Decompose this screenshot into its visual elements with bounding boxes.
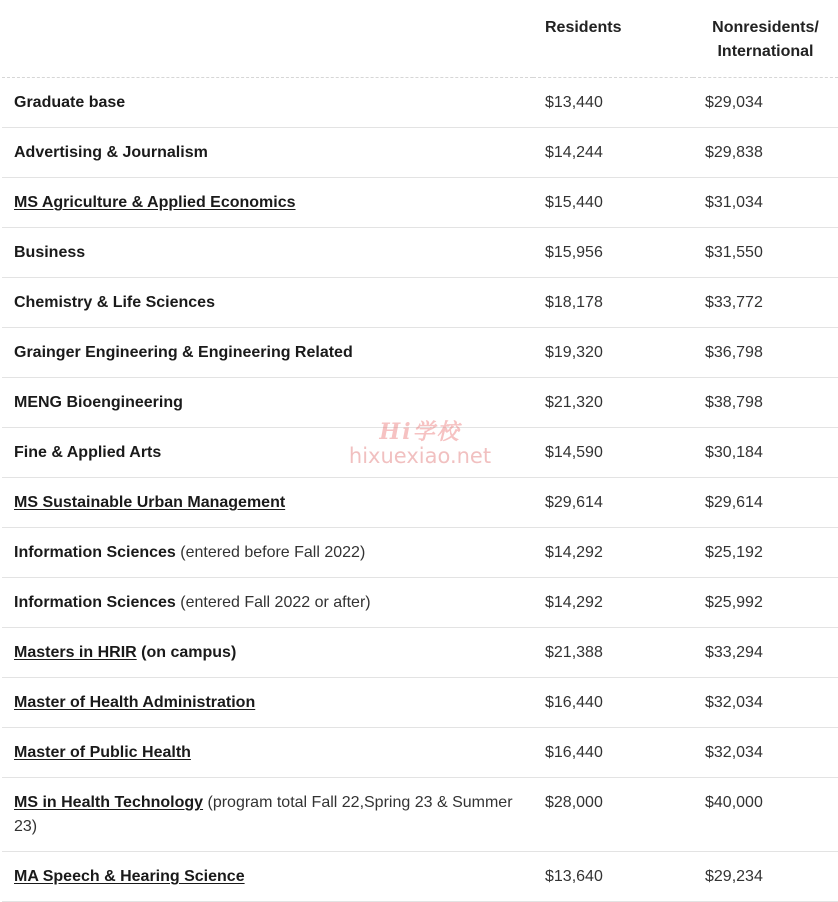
tuition-table <box>2 0 838 902</box>
residents-cell: $13,440 <box>545 94 603 111</box>
table-row <box>2 328 838 378</box>
program-note: (program total Fall 22,Spring 23 & Summer 23) <box>14 794 513 835</box>
nonresidents-cell: $30,184 <box>705 444 763 461</box>
table-row <box>2 278 838 328</box>
program-cell <box>2 578 533 628</box>
program-name: Business <box>14 244 86 261</box>
nonresidents-cell: $25,192 <box>705 544 763 561</box>
header-nonresidents-line1: Nonresidents/ <box>712 19 819 36</box>
program-name: MENG Bioengineering <box>14 394 183 411</box>
table-row <box>2 228 838 278</box>
header-program <box>2 0 533 78</box>
table-row <box>2 778 838 852</box>
nonresidents-cell: $33,294 <box>705 644 763 661</box>
table-row <box>2 528 838 578</box>
nonresidents-cell: $32,034 <box>705 744 763 761</box>
residents-cell: $14,292 <box>545 544 603 561</box>
table-row <box>2 728 838 778</box>
program-cell <box>2 852 533 902</box>
program-cell <box>2 778 533 852</box>
table-row <box>2 428 838 478</box>
program-cell <box>2 628 533 678</box>
program-link[interactable]: MS in Health Technology <box>14 794 204 811</box>
nonresidents-cell: $29,234 <box>705 868 763 885</box>
table-row <box>2 128 838 178</box>
program-link[interactable]: Master of Public Health <box>14 744 191 761</box>
residents-cell: $16,440 <box>545 744 603 761</box>
program-cell <box>2 478 533 528</box>
watermark-logo: Hi学校 <box>379 419 461 445</box>
residents-cell: $15,440 <box>545 194 603 211</box>
nonresidents-cell: $32,034 <box>705 694 763 711</box>
residents-cell: $13,640 <box>545 868 603 885</box>
nonresidents-cell: $36,798 <box>705 344 763 361</box>
program-cell <box>2 728 533 778</box>
nonresidents-cell: $31,034 <box>705 194 763 211</box>
table-row <box>2 852 838 902</box>
table-row <box>2 178 838 228</box>
program-cell <box>2 128 533 178</box>
program-cell <box>2 378 533 428</box>
header-residents: Residents <box>545 19 622 36</box>
nonresidents-cell: $38,798 <box>705 394 763 411</box>
nonresidents-cell: $31,550 <box>705 244 763 261</box>
program-note: (entered before Fall 2022) <box>180 544 366 561</box>
table-row <box>2 78 838 128</box>
nonresidents-cell: $33,772 <box>705 294 763 311</box>
nonresidents-cell: $25,992 <box>705 594 763 611</box>
program-cell <box>2 528 533 578</box>
program-cell <box>2 278 533 328</box>
program-name: Information Sciences <box>14 594 176 611</box>
residents-cell: $18,178 <box>545 294 603 311</box>
nonresidents-cell: $29,838 <box>705 144 763 161</box>
residents-cell: $21,320 <box>545 394 603 411</box>
table-row <box>2 578 838 628</box>
table-row <box>2 478 838 528</box>
table-row <box>2 628 838 678</box>
program-name: Chemistry & Life Sciences <box>14 294 215 311</box>
program-link[interactable]: MA Speech & Hearing Science <box>14 868 245 885</box>
nonresidents-cell: $29,034 <box>705 94 763 111</box>
program-cell <box>2 428 533 478</box>
residents-cell: $16,440 <box>545 694 603 711</box>
program-link[interactable]: MS Sustainable Urban Management <box>14 494 286 511</box>
program-cell <box>2 178 533 228</box>
residents-cell: $28,000 <box>545 794 603 811</box>
program-cell <box>2 228 533 278</box>
watermark-text: hixuexiao.net <box>348 444 492 468</box>
program-name: Graduate base <box>14 94 126 111</box>
program-suffix: (on campus) <box>141 644 237 661</box>
program-name: Fine & Applied Arts <box>14 444 162 461</box>
program-name: Advertising & Journalism <box>14 144 208 161</box>
residents-cell: $14,590 <box>545 444 603 461</box>
program-note: (entered Fall 2022 or after) <box>180 594 371 611</box>
program-link[interactable]: MS Agriculture & Applied Economics <box>14 194 296 211</box>
program-cell <box>2 678 533 728</box>
residents-cell: $14,292 <box>545 594 603 611</box>
residents-cell: $19,320 <box>545 344 603 361</box>
program-cell <box>2 78 533 128</box>
header-nonresidents <box>693 0 838 78</box>
program-name: Information Sciences <box>14 544 176 561</box>
residents-cell: $29,614 <box>545 494 603 511</box>
header-nonresidents-line2: International <box>717 43 814 60</box>
table-row <box>2 378 838 428</box>
program-name: Grainger Engineering & Engineering Related <box>14 344 353 361</box>
nonresidents-cell: $29,614 <box>705 494 763 511</box>
program-link[interactable]: Master of Health Administration <box>14 694 256 711</box>
residents-cell: $14,244 <box>545 144 603 161</box>
residents-cell: $15,956 <box>545 244 603 261</box>
program-link[interactable]: Masters in HRIR <box>14 644 137 661</box>
program-cell <box>2 328 533 378</box>
residents-cell: $21,388 <box>545 644 603 661</box>
table-header-row <box>2 0 838 78</box>
table-row <box>2 678 838 728</box>
nonresidents-cell: $40,000 <box>705 794 763 811</box>
